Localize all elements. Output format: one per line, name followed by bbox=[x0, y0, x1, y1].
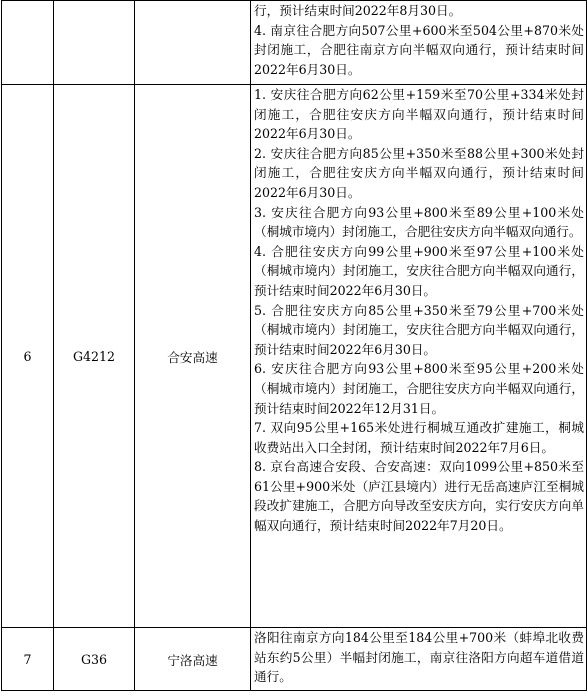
description-item: 洛阳往南京方向184公里至184公里+700米（蚌埠北收费站东约5公里）半幅封闭施工，南京往洛阳方向超车道借道通行。 bbox=[254, 630, 584, 685]
description-item: 1. 安庆往合肥方向62公里+159米至70公里+334米处封闭施工，合肥往安庆方向半幅双向通行，预计结束时间2022年6月30日。 bbox=[254, 87, 584, 142]
table-row bbox=[2, 628, 587, 691]
description-item: 行，预计结束时间2022年8月30日。 bbox=[254, 3, 462, 18]
table-row bbox=[2, 85, 587, 628]
row-index-cell bbox=[2, 1, 54, 85]
road-code-cell: G36 bbox=[54, 628, 135, 691]
road-name-cell: 合安高速 bbox=[135, 85, 251, 628]
description-item: 7. 双向95公里+165米处进行桐城互通改扩建施工，桐城收费站出入口全封闭，预计结束时间2022年7月6日。 bbox=[254, 420, 584, 455]
description-cell bbox=[251, 628, 587, 691]
description-item: 4. 合肥往安庆方向99公里+900米至97公里+100米处（桐城市境内）封闭施工，安庆往合肥方向半幅双向通行，预计结束时间2022年6月30日。 bbox=[254, 243, 584, 298]
row-index-cell: 6 bbox=[2, 85, 54, 628]
description-item: 4. 南京往合肥方向507公里+600米至504公里+870米处封闭施工，合肥往南京方向半幅双向通行，预计结束时间2022年6月30日。 bbox=[254, 22, 584, 77]
row-index-cell: 7 bbox=[2, 628, 54, 691]
description-item: 5. 合肥往安庆方向85公里+350米至79公里+700米处（桐城市境内）封闭施工，安庆往合肥方向半幅双向通行，预计结束时间2022年6月30日。 bbox=[254, 302, 584, 357]
table-row bbox=[2, 1, 587, 85]
description-cell bbox=[251, 1, 587, 85]
closure-table bbox=[1, 0, 587, 691]
road-name-cell: 宁洛高速 bbox=[135, 628, 251, 691]
description-item: 2. 安庆往合肥方向85公里+350米至88公里+300米处封闭施工，合肥往安庆方向半幅双向通行，预计结束时间2022年6月30日。 bbox=[254, 145, 584, 200]
road-code-cell: G4212 bbox=[54, 85, 135, 628]
description-item: 6. 安庆往合肥方向93公里+800米至95公里+200米处（桐城市境内）封闭施工，合肥往安庆方向半幅双向通行，预计结束时间2022年12月31日。 bbox=[254, 361, 584, 416]
description-item: 3. 安庆往合肥方向93公里+800米至89公里+100米处（桐城市境内）封闭施工，合肥往安庆方向半幅双向通行。 bbox=[254, 204, 584, 240]
road-code-cell bbox=[54, 1, 135, 85]
road-name-cell bbox=[135, 1, 251, 85]
description-cell bbox=[251, 85, 587, 628]
description-item: 8. 京台高速合安段、合安高速：双向1099公里+850米至61公里+900米处（庐江县境内）进行无岳高速庐江至桐城段改扩建施工，合肥方向导改至安庆方向，实行安庆方向单幅双向通行，预计结束时间2022年7月20日。 bbox=[254, 459, 584, 534]
